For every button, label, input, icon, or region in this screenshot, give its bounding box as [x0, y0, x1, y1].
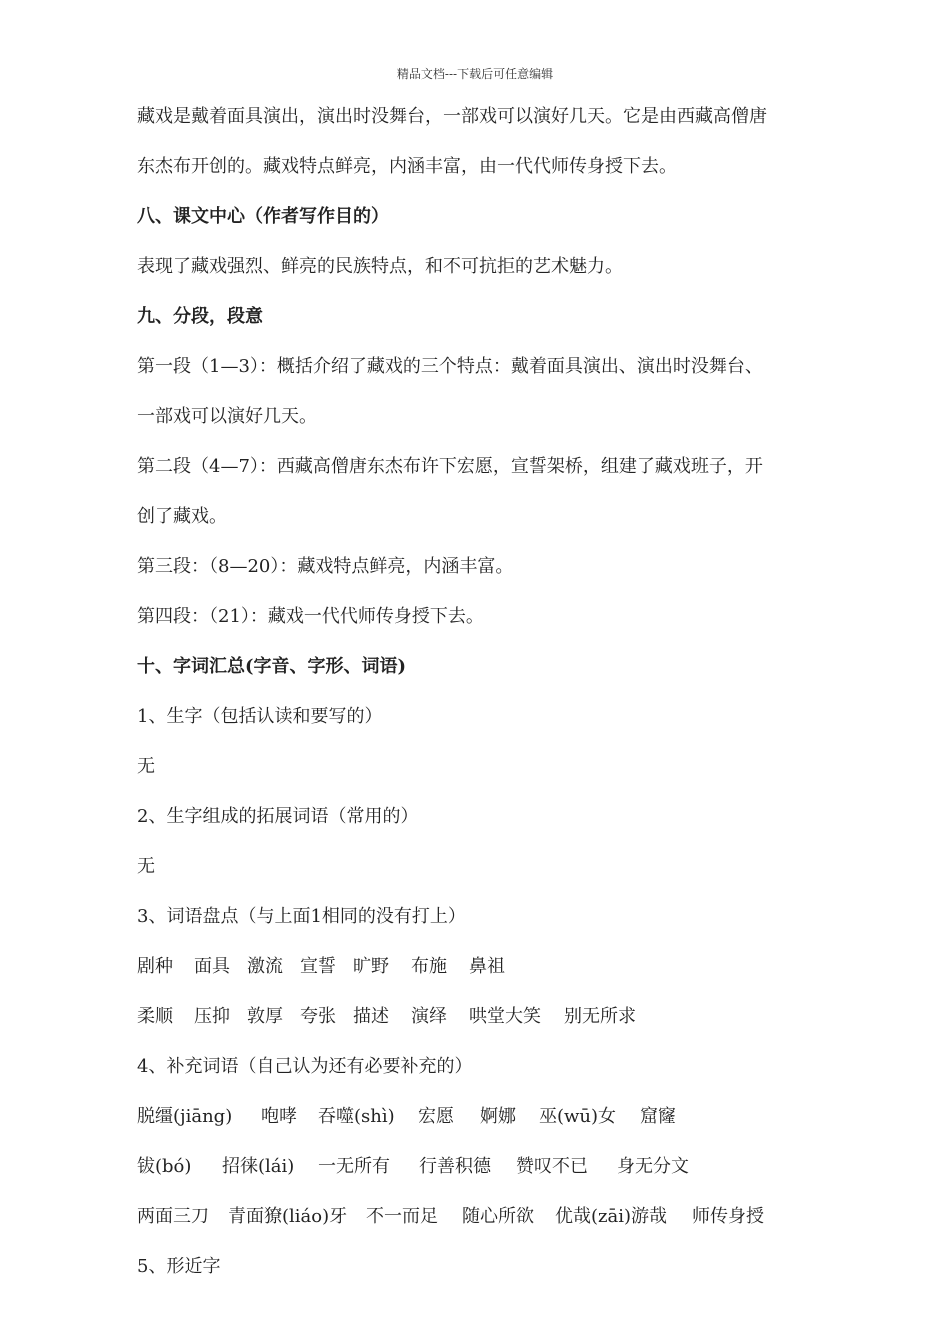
- word-item: 敦厚: [247, 1006, 283, 1027]
- page-header: 精品文档---下载后可任意编辑: [396, 67, 554, 81]
- word-item: 别无所求: [564, 1006, 636, 1027]
- word-item: 旷野: [353, 956, 389, 977]
- word-item: 师传身授: [692, 1206, 764, 1227]
- word-item: 优哉(zāi)游哉: [555, 1206, 668, 1227]
- paragraph-line: 东杰布开创的。藏戏特点鲜亮，内涵丰富，由一代代师传身授下去。: [137, 156, 677, 177]
- word-item: 哄堂大笑: [469, 1006, 541, 1027]
- paragraph-line: 第三段：（8—20）：藏戏特点鲜亮，内涵丰富。: [137, 556, 514, 577]
- subsection-title: 5、形近字: [137, 1256, 221, 1277]
- word-item: 一无所有: [318, 1156, 390, 1177]
- section-heading: 八、课文中心（作者写作目的）: [137, 206, 389, 227]
- subsection-title: 3、词语盘点（与上面1相同的没有打上）: [137, 906, 466, 927]
- word-list-row: [137, 1200, 817, 1250]
- word-item: 压抑: [194, 1006, 230, 1027]
- word-item: 不一而足: [366, 1206, 438, 1227]
- word-item: 鼻祖: [469, 956, 505, 977]
- document-body: [137, 100, 817, 1300]
- word-item: 巫(wū)女: [539, 1106, 617, 1127]
- subsection-title: 2、生字组成的拓展词语（常用的）: [137, 806, 419, 827]
- word-list-row: [137, 1100, 817, 1150]
- paragraph-line: 一部戏可以演好几天。: [137, 406, 317, 427]
- section-heading: 十、字词汇总(字音、字形、词语): [137, 656, 407, 677]
- word-item: 赞叹不已: [516, 1156, 588, 1177]
- word-item: 咆哮: [261, 1106, 297, 1127]
- word-item: 婀娜: [480, 1106, 516, 1127]
- word-item: 随心所欲: [462, 1206, 534, 1227]
- section-heading: 九、分段，段意: [137, 306, 263, 327]
- word-item: 两面三刀: [137, 1206, 209, 1227]
- word-item: 演绎: [411, 1006, 447, 1027]
- word-item: 布施: [411, 956, 447, 977]
- word-item: 脱缰(jiāng): [137, 1106, 233, 1127]
- paragraph-line: 藏戏是戴着面具演出，演出时没舞台，一部戏可以演好几天。它是由西藏高僧唐: [137, 106, 767, 127]
- word-item: 剧种: [137, 956, 173, 977]
- word-item: 激流: [247, 956, 283, 977]
- paragraph-line: 无: [137, 756, 155, 777]
- word-item: 招徕(lái): [222, 1156, 295, 1177]
- word-item: 夸张: [300, 1006, 336, 1027]
- word-item: 柔顺: [137, 1006, 173, 1027]
- word-item: 描述: [353, 1006, 389, 1027]
- word-list-row: [137, 1150, 817, 1200]
- paragraph-line: 表现了藏戏强烈、鲜亮的民族特点，和不可抗拒的艺术魅力。: [137, 256, 623, 277]
- word-item: 青面獠(liáo)牙: [228, 1206, 348, 1227]
- word-list-row: [137, 950, 817, 1000]
- word-item: 宣誓: [300, 956, 336, 977]
- word-item: 行善积德: [419, 1156, 491, 1177]
- paragraph-line: 无: [137, 856, 155, 877]
- paragraph-line: 第二段（4—7）：西藏高僧唐东杰布许下宏愿，宣誓架桥，组建了藏戏班子，开: [137, 456, 763, 477]
- word-item: 身无分文: [617, 1156, 689, 1177]
- paragraph-line: 第四段：（21）：藏戏一代代师传身授下去。: [137, 606, 484, 627]
- subsection-title: 1、生字（包括认读和要写的）: [137, 706, 383, 727]
- word-item: 面具: [194, 956, 230, 977]
- paragraph-line: 第一段（1—3）：概括介绍了藏戏的三个特点：戴着面具演出、演出时没舞台、: [137, 356, 763, 377]
- paragraph-line: 创了藏戏。: [137, 506, 227, 527]
- subsection-title: 4、补充词语（自己认为还有必要补充的）: [137, 1056, 473, 1077]
- word-item: 钹(bó): [137, 1156, 192, 1177]
- word-list-row: [137, 1000, 817, 1050]
- word-item: 吞噬(shì): [318, 1106, 395, 1127]
- word-item: 宏愿: [418, 1106, 454, 1127]
- word-item: 窟窿: [640, 1106, 676, 1127]
